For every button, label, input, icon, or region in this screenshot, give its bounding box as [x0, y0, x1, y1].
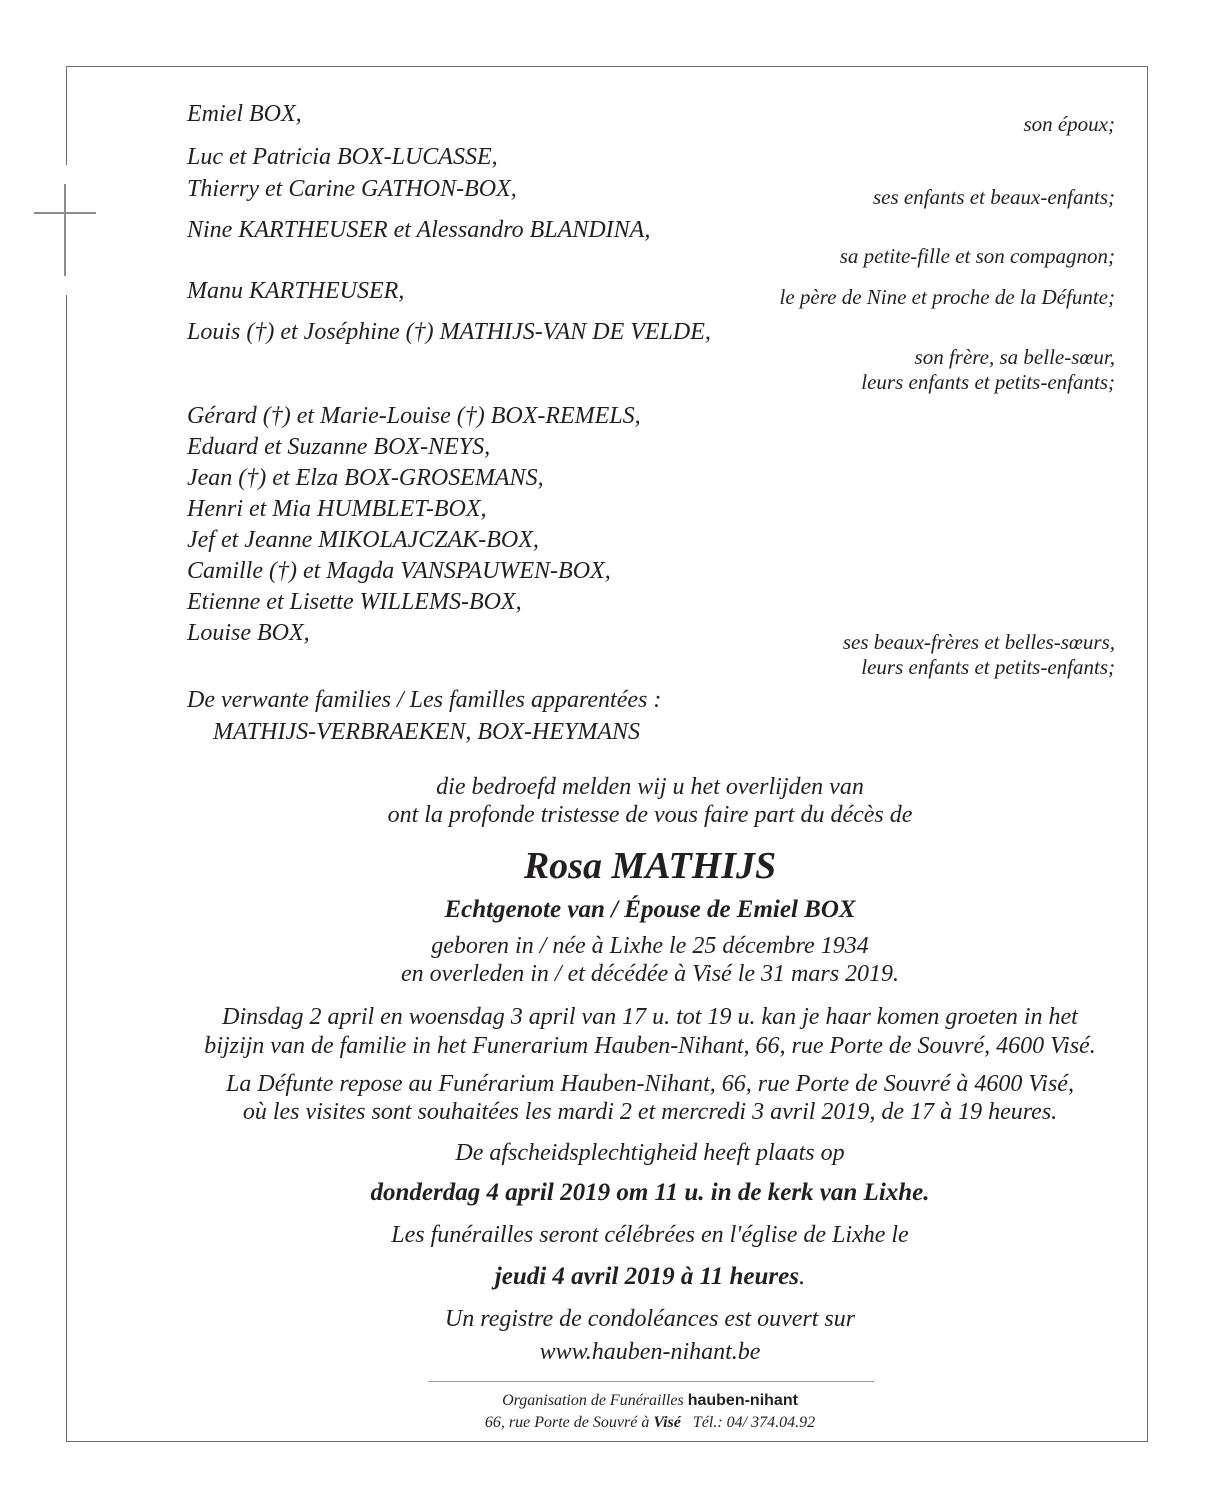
in-law-1: Gérard (†) et Marie-Louise (†) BOX-REMELS, — [187, 403, 641, 429]
footer-phone: Tél.: 04/ 374.04.92 — [692, 1414, 816, 1431]
visits-fr-2: où les visites sont souhaitées les mardi 2 et mercredi 3 avril 2019, de 17 à 19 heures. — [242, 1099, 1058, 1125]
footer-org — [420, 1393, 880, 1409]
in-laws-relation-1: ses beaux-frères et belles-sœurs, — [842, 630, 1115, 654]
ceremony-fr-date: jeudi 4 avril 2019 à 11 heures — [494, 1263, 799, 1290]
deceased-name: Rosa MATHIJS — [523, 845, 777, 887]
ceremony-fr-intro: Les funérailles seront célébrées en l'église de Lixhe le — [391, 1222, 909, 1248]
in-laws-relation-2: leurs enfants et petits-enfants; — [861, 655, 1115, 679]
father-of-nine-name: Manu KARTHEUSER, — [187, 278, 405, 304]
cross-icon — [64, 184, 66, 276]
visits-nl-2: bijzijn van de familie in het Funerarium Hauben-Nihant, 66, rue Porte de Souvré, 4600 Visé. — [204, 1033, 1096, 1059]
visits-nl-1: Dinsdag 2 april en woensdag 3 april van 17 u. tot 19 u. kan je haar komen groeten in het — [222, 1004, 1078, 1030]
intro-nl: die bedroefd melden wij u het overlijden van — [436, 774, 864, 800]
spouse-name: Emiel BOX, — [187, 101, 302, 127]
footer-city: Visé — [653, 1414, 681, 1431]
ceremony-fr-date-end: . — [798, 1263, 806, 1290]
footer-address-text: 66, rue Porte de Souvré à — [484, 1414, 650, 1431]
in-law-2: Eduard et Suzanne BOX-NEYS, — [187, 434, 491, 460]
in-law-7: Etienne et Lisette WILLEMS-BOX, — [187, 589, 522, 615]
in-law-8: Louise BOX, — [187, 620, 310, 646]
ceremony-nl-date: donderdag 4 april 2019 om 11 u. in de kerk van Lixhe. — [370, 1179, 930, 1206]
footer-divider — [428, 1381, 874, 1382]
in-law-5: Jef et Jeanne MIKOLAJCZAK-BOX, — [187, 527, 539, 553]
children-relation: ses enfants et beaux-enfants; — [872, 185, 1115, 209]
intro-fr: ont la profonde tristesse de vous faire part du décès de — [387, 802, 913, 828]
footer-org-label: Organisation de Funérailles — [502, 1392, 684, 1409]
in-law-4: Henri et Mia HUMBLET-BOX, — [187, 496, 487, 522]
condolences-text: Un registre de condoléances est ouvert sur — [444, 1306, 856, 1332]
child-2: Thierry et Carine GATHON-BOX, — [187, 176, 517, 202]
birth-line: geboren in / née à Lixhe le 25 décembre 1934 — [431, 933, 869, 959]
brand-logo: hauben-nihant — [687, 1392, 798, 1409]
father-of-nine-relation: le père de Nine et proche de la Défunte; — [779, 285, 1115, 309]
child-1: Luc et Patricia BOX-LUCASSE, — [187, 144, 498, 170]
brother-name: Louis (†) et Joséphine (†) MATHIJS-VAN DE VELDE, — [187, 319, 711, 345]
granddaughter-name: Nine KARTHEUSER et Alessandro BLANDINA, — [187, 217, 651, 243]
ceremony-nl-intro: De afscheidsplechtigheid heeft plaats op — [455, 1140, 845, 1166]
brother-relation-2: leurs enfants et petits-enfants; — [861, 370, 1115, 394]
spouse-relation: son époux; — [1023, 112, 1115, 136]
visits-fr-1: La Défunte repose au Funérarium Hauben-Nihant, 66, rue Porte de Souvré à 4600 Visé, — [226, 1071, 1074, 1097]
ceremony-fr-date-line — [120, 1264, 1180, 1289]
condolences-url[interactable]: www.hauben-nihant.be — [539, 1339, 761, 1365]
brother-relation-1: son frère, sa belle-sœur, — [914, 345, 1115, 369]
related-families-names: MATHIJS-VERBRAEKEN, BOX-HEYMANS — [213, 719, 641, 745]
deceased-spouse-line: Echtgenote van / Épouse de Emiel BOX — [444, 896, 856, 923]
related-families-label: De verwante families / Les familles apparentées : — [187, 687, 662, 713]
in-law-6: Camille (†) et Magda VANSPAUWEN-BOX, — [187, 558, 611, 584]
granddaughter-relation: sa petite-fille et son compagnon; — [839, 244, 1115, 268]
in-law-3: Jean (†) et Elza BOX-GROSEMANS, — [187, 465, 544, 491]
death-line: en overleden in / et décédée à Visé le 31 mars 2019. — [400, 961, 900, 987]
cross-icon-bar — [34, 212, 96, 214]
footer-address — [420, 1415, 880, 1431]
